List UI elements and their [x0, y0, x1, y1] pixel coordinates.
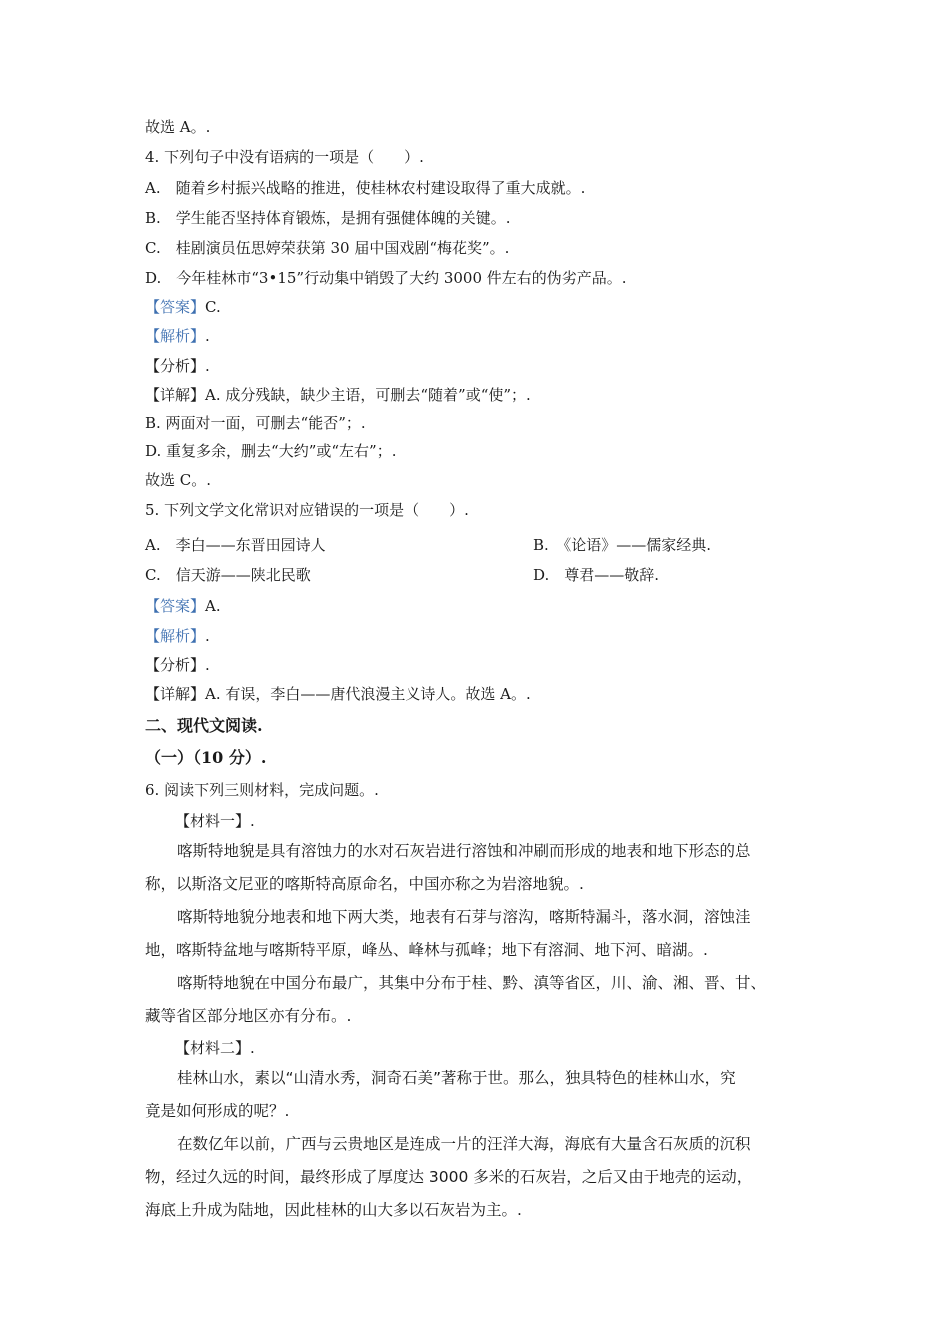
material2-title: 【材料二】. — [175, 1039, 255, 1057]
material1-line: 喀斯特地貌在中国分布最广，其集中分布于桂、黔、滇等省区，川、渝、湘、晋、甘、 — [177, 974, 767, 992]
detail-tag: 【详解】 — [145, 685, 206, 703]
analysis-tag: 【解析】 — [145, 327, 206, 345]
q4-detail-b: B. 两面对一面，可删去“能否”；. — [145, 414, 366, 432]
q4-detail-d: D. 重复多余，删去“大约”或“左右”；. — [145, 442, 397, 460]
q4-option-c: C. 桂剧演员伍思婷荣获第 30 届中国戏剧“梅花奖”。. — [145, 239, 510, 257]
q4-option-a: A. 随着乡村振兴战略的推进，使桂林农村建设取得了重大成就。. — [145, 179, 586, 197]
q4-analysis-line — [145, 326, 210, 346]
material1-title: 【材料一】. — [175, 812, 255, 830]
material2-line: 海底上升成为陆地，因此桂林的山大多以石灰岩为主。. — [145, 1201, 522, 1219]
analysis-tag: 【解析】 — [145, 627, 206, 645]
material1-line: 地，喀斯特盆地与喀斯特平原，峰丛、峰林与孤峰；地下有溶洞、地下河、暗湖。. — [145, 941, 708, 959]
prev-conclusion: 故选 A。. — [145, 118, 211, 136]
answer-tag: 【答案】 — [145, 597, 206, 615]
q4-option-b: B. 学生能否坚持体育锻炼，是拥有强健体魄的关键。. — [145, 209, 511, 227]
answer-tag: 【答案】 — [145, 298, 206, 316]
q5-answer: A. — [205, 597, 221, 615]
material2-line: 竟是如何形成的呢？. — [145, 1102, 290, 1120]
q5-analysis-line — [145, 626, 210, 646]
material1-line: 喀斯特地貌是具有溶蚀力的水对石灰岩进行溶蚀和冲刷而形成的地表和地下形态的总 — [177, 842, 751, 860]
q5-option-c: C. 信天游——陕北民歌 — [145, 566, 311, 584]
q4-option-d: D. 今年桂林市“3•15”行动集中销毁了大约 3000 件左右的伪劣产品。. — [145, 269, 627, 287]
q5-detail: A. 有误，李白——唐代浪漫主义诗人。故选 A。. — [205, 685, 531, 703]
q4-answer: C. — [205, 298, 221, 316]
material2-line: 物，经过久远的时间，最终形成了厚度达 3000 多米的石灰岩，之后又由于地壳的运动， — [145, 1168, 753, 1186]
material1-line: 称，以斯洛文尼亚的喀斯特高原命名，中国亦称之为岩溶地貌。. — [145, 875, 584, 893]
material1-line: 喀斯特地貌分地表和地下两大类，地表有石芽与溶沟，喀斯特漏斗，落水洞，溶蚀洼 — [177, 908, 751, 926]
q5-analysis: . — [205, 627, 210, 645]
q5-fenxi: 【分析】. — [145, 656, 210, 674]
section-subtitle: （一）（10 分）. — [145, 748, 267, 767]
material1-line: 藏等省区部分地区亦有分布。. — [145, 1007, 352, 1025]
detail-tag: 【详解】 — [145, 386, 206, 404]
q4-conclusion: 故选 C。. — [145, 471, 212, 489]
q4-stem: 4. 下列句子中没有语病的一项是（ ）. — [145, 148, 424, 166]
q4-detail-a: A. 成分残缺，缺少主语，可删去“随着”或“使”；. — [205, 386, 531, 404]
material2-line: 桂林山水，素以“山清水秀，洞奇石美”著称于世。那么，独具特色的桂林山水，究 — [177, 1069, 736, 1087]
q4-fenxi: 【分析】. — [145, 357, 210, 375]
q5-option-d: D. 尊君——敬辞. — [533, 566, 660, 584]
q4-answer-line — [145, 297, 221, 317]
q6-stem: 6. 阅读下列三则材料，完成问题。. — [145, 781, 379, 799]
q5-option-a: A. 李白——东晋田园诗人 — [145, 536, 326, 554]
q5-option-b: B. 《论语》——儒家经典. — [533, 536, 712, 554]
q4-analysis: . — [205, 327, 210, 345]
section-title: 二、现代文阅读. — [145, 716, 263, 735]
material2-line: 在数亿年以前，广西与云贵地区是连成一片的汪洋大海，海底有大量含石灰质的沉积 — [177, 1135, 751, 1153]
q5-answer-line — [145, 596, 221, 616]
q5-stem: 5. 下列文学文化常识对应错误的一项是（ ）. — [145, 501, 469, 519]
q4-detail-line — [145, 385, 531, 405]
q5-detail-line — [145, 684, 531, 704]
